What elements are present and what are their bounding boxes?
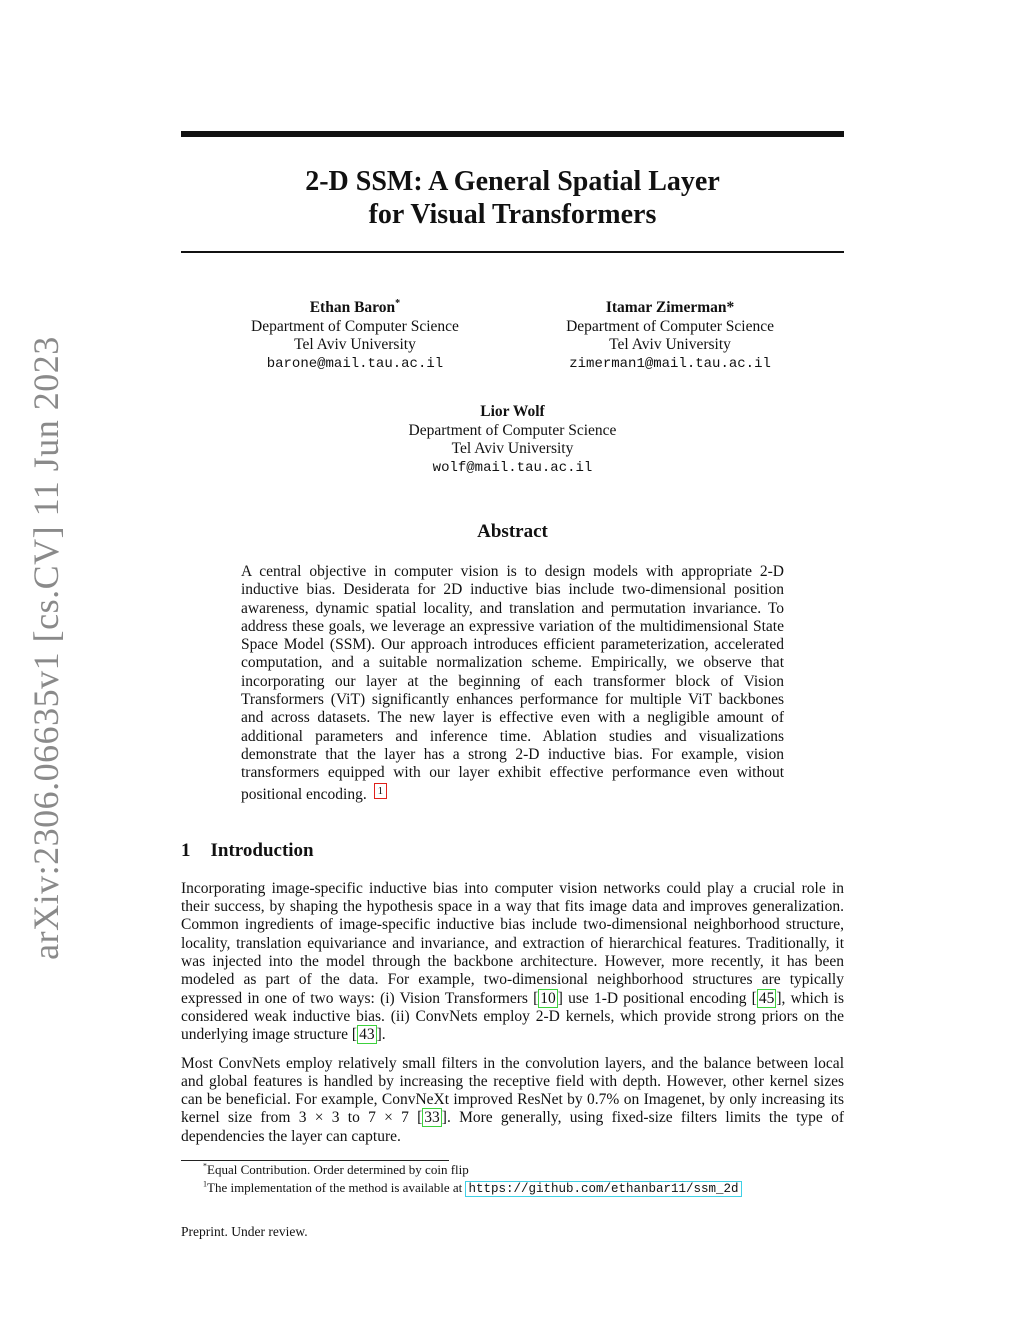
author-mark: *: [395, 297, 401, 309]
abstract-body: [241, 563, 784, 804]
author-university: Tel Aviv University: [294, 336, 416, 353]
author-block: [251, 299, 459, 373]
author-university: Tel Aviv University: [451, 440, 574, 457]
author-name: Lior Wolf: [480, 403, 545, 420]
footnote-equal-contribution: *Equal Contribution. Order determined by coin flip: [203, 1161, 469, 1178]
author-department: Department of Computer Science: [251, 317, 459, 335]
section-heading: [181, 840, 844, 862]
author-block: [409, 403, 617, 477]
author-department: Department of Computer Science: [408, 421, 617, 439]
title-rule-bottom: [181, 251, 844, 253]
authors-row: [181, 299, 844, 373]
preprint-note: Preprint. Under review.: [181, 1224, 308, 1239]
paper-page: [181, 131, 844, 1198]
author-university: Tel Aviv University: [609, 336, 731, 353]
abstract-text: A central objective in computer vision is to design models with appropriate 2-D inductive bias. Desiderata for 2D inductive bias include two-dimensional position awareness, dynamic spatial locality, and translation and permutation invariance. To address these goals, we leverage an expressive variation of the multidimensional State Space Model (SSM). Our approach introduces efficient parameterization, accelerated computation, and a suitable normalization scheme. Empirically, we observe that incorporating our layer at the beginning of each transformer block of Vision Transformers (ViT) significantly enhances performance for multiple ViT backbones and across datasets. The new layer is effective even with a negligible amount of additional parameters and inference time. Ablation studies and visualizations demonstrate that the layer has a strong 2-D inductive bias. For example, vision transformers equipped with our layer exhibit effective performance even without positional encoding.: [241, 563, 784, 803]
section-number: 1: [181, 839, 191, 861]
author-email[interactable]: zimerman1@mail.tau.ac.il: [569, 355, 771, 372]
author-email[interactable]: barone@mail.tau.ac.il: [266, 355, 444, 372]
github-url-link[interactable]: https://github.com/ethanbar11/ssm_2d: [465, 1181, 741, 1197]
abstract-heading: Abstract: [477, 521, 548, 542]
intro-paragraph-2: Most ConvNets employ relatively small filters in the convolution layers, and the balance between local and global features is handled by increasing the receptive field with depth. However, other kernel sizes can be beneficial. For example, ConvNeXt improved ResNet by 0.7% on Imagenet, by only increasing its kernel size from 3 × 3 to 7 × 7 [ 33 ]. More generally, using fixed-size filters limits the type of dependencies the layer can capture.: [181, 1054, 844, 1145]
title-line-2: for Visual Transformers: [368, 199, 657, 230]
section-title: Introduction: [210, 839, 314, 861]
footnote-implementation: $^1$The implementation of the method is available at https://github.com/ethanbar11/ssm_2d: [181, 1179, 844, 1198]
citation-link[interactable]: 45: [758, 989, 775, 1007]
author-name: Itamar Zimerman*: [605, 299, 735, 316]
author-department: Department of Computer Science: [566, 317, 774, 335]
title-line-1: 2-D SSM: A General Spatial Layer: [305, 166, 720, 197]
citation-link[interactable]: 10: [540, 989, 556, 1007]
author-name: Ethan Baron*: [309, 297, 401, 316]
author-email[interactable]: wolf@mail.tau.ac.il: [432, 459, 593, 476]
intro-paragraph-1: Incorporating image-specific inductive bias into computer vision networks could play a crucial role in their success, by shaping the hypothesis space in a way that fits image data and improves generalization. Common ingredients of image-specific inductive bias include two-dimensional neighborhood structure, locality, translation equivariance and invariance, and extraction of hierarchical features. Traditionally, it was injected into the model through the backbone architecture. However, more recently, it has been modeled as part of the data. For example, two-dimensional neighborhood structures are typically expressed in one of two ways: (i) Vision Transformers [ 10 ] use 1-D positional encoding [ 45 ], which is considered weak inductive bias. (ii) ConvNets employ 2-D kernels, which provide strong priors on the underlying image structure [ 43 ].: [181, 879, 844, 1044]
footnote-link[interactable]: 1: [374, 783, 388, 799]
citation-link[interactable]: 33: [424, 1109, 440, 1127]
author-block: [566, 299, 774, 373]
paper-title: [181, 165, 844, 231]
title-rule-top: [181, 131, 844, 137]
arxiv-sidebar-stamp: arXiv:2306.06635v1 [cs.CV] 11 Jun 2023: [26, 336, 66, 960]
citation-link[interactable]: 43: [359, 1026, 375, 1044]
authors-row-single: [181, 403, 844, 477]
